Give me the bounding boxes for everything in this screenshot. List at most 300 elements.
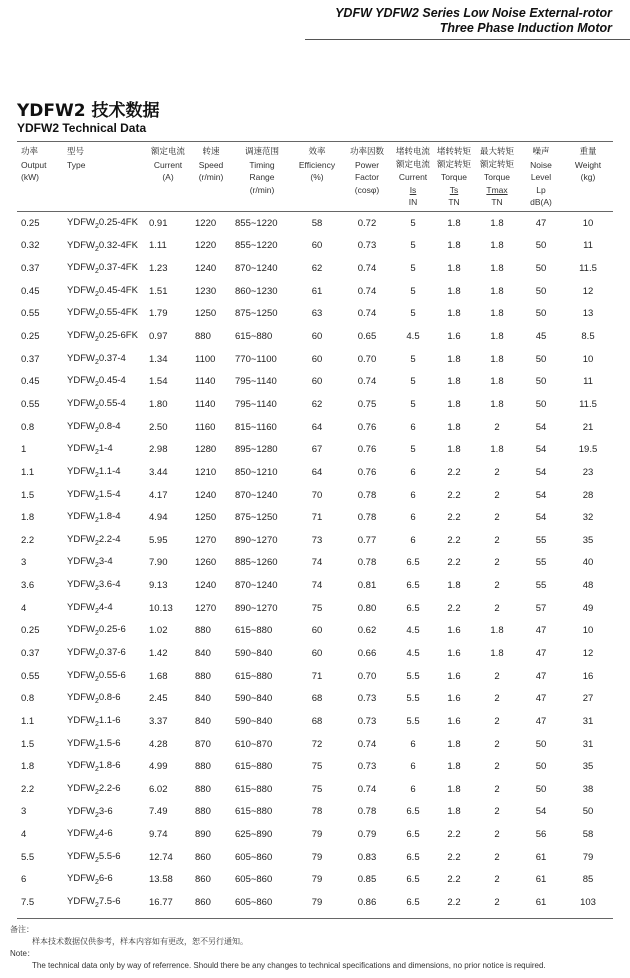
- table-cell: 68: [311, 715, 323, 727]
- column-header-en: Lp: [536, 184, 546, 195]
- table-cell: 4.5: [406, 647, 420, 659]
- table-cell: 47: [535, 715, 547, 727]
- table-cell: 74: [311, 580, 323, 592]
- table-cell: 60: [311, 240, 323, 252]
- table-cell: 49: [582, 602, 594, 614]
- column-header-en: (r/min): [198, 172, 224, 182]
- table-bottom-rule: [17, 918, 613, 919]
- table-cell: 54: [535, 466, 547, 478]
- table-cell: 840: [195, 715, 211, 727]
- table-row: [17, 597, 613, 620]
- table-cell: 23: [582, 466, 594, 478]
- table-cell: 74: [311, 557, 323, 569]
- column-header-en: Current: [398, 172, 428, 182]
- table-cell: 5: [410, 263, 416, 275]
- table-cell: 2: [494, 466, 500, 478]
- column-header-cn: 效率: [308, 147, 326, 157]
- table-cell: 0.55: [21, 398, 40, 410]
- table-cell: 590~840: [235, 693, 273, 705]
- table-cell: 0.76: [357, 466, 377, 478]
- table-cell: 1.1: [21, 715, 35, 727]
- table-cell: 61: [311, 285, 323, 297]
- column-header-en: Ts: [449, 184, 459, 195]
- table-cell: $YDFW_22.2-6$: [67, 782, 121, 796]
- table-cell: 5.5: [21, 851, 35, 863]
- table-cell: 0.25: [21, 217, 40, 229]
- table-cell: 61: [535, 851, 547, 863]
- table-cell: $YDFW_20.45-4$: [67, 375, 126, 389]
- table-cell: $YDFW_23-4$: [67, 556, 113, 570]
- table-cell: 2: [494, 829, 500, 841]
- table-cell: 63: [311, 308, 323, 320]
- table-cell: 0.66: [357, 647, 377, 659]
- table-cell: 50: [535, 263, 547, 275]
- table-cell: $YDFW_24-6$: [67, 828, 113, 842]
- table-cell: 1.8: [490, 240, 504, 252]
- table-cell: 6: [410, 466, 416, 478]
- table-cell: 1240: [195, 263, 217, 275]
- table-cell: 1.8: [447, 240, 461, 252]
- table-cell: 10: [582, 217, 594, 229]
- table-cell: 6.5: [406, 851, 420, 863]
- table-cell: 16.77: [149, 897, 173, 909]
- table-cell: 12: [582, 285, 594, 297]
- table-cell: 0.80: [357, 602, 377, 614]
- note-text-en: The technical data only by way of referrence. Should there be any changes to technical specifications and dimensions, no prior notice is required.: [32, 961, 546, 970]
- page-header: [335, 6, 612, 36]
- table-cell: 79: [311, 874, 323, 886]
- table-cell: 0.74: [357, 376, 377, 388]
- table-cell: 0.73: [357, 715, 377, 727]
- title-chinese: YDFW2 技术数据: [17, 101, 160, 121]
- table-row: [17, 642, 613, 665]
- table-cell: 78: [311, 806, 323, 818]
- table-cell: 56: [535, 829, 547, 841]
- table-cell: 2.2: [447, 851, 461, 863]
- column-header: [17, 144, 63, 212]
- table-cell: 2.2: [447, 512, 461, 524]
- table-cell: 0.76: [357, 444, 377, 456]
- table-cell: 6.5: [406, 829, 420, 841]
- column-header: [475, 144, 519, 212]
- table-cell: 615~880: [235, 625, 273, 637]
- table-cell: 58: [311, 217, 323, 229]
- table-row: [17, 529, 613, 552]
- table-cell: 1280: [195, 444, 217, 456]
- table-cell: 3: [21, 557, 27, 569]
- note-label-en: Note：: [10, 949, 35, 958]
- table-cell: 2: [494, 874, 500, 886]
- table-row: [17, 665, 613, 688]
- table-cell: 0.55: [21, 670, 40, 682]
- table-cell: 880: [195, 670, 211, 682]
- column-header-en: (%): [310, 172, 324, 182]
- table-cell: 770~1100: [235, 353, 277, 365]
- table-cell: 54: [535, 806, 547, 818]
- table-cell: 7.49: [149, 806, 168, 818]
- table-cell: 0.73: [357, 240, 377, 252]
- table-cell: 1.8: [447, 783, 461, 795]
- table-cell: 615~880: [235, 670, 273, 682]
- table-cell: 0.74: [357, 263, 377, 275]
- table-cell: 0.74: [357, 308, 377, 320]
- table-cell: 1240: [195, 489, 217, 501]
- table-cell: 625~890: [235, 829, 273, 841]
- table-cell: 815~1160: [235, 421, 277, 433]
- column-header: [341, 144, 393, 212]
- table-cell: 1.6: [447, 625, 461, 637]
- table-cell: 45: [535, 331, 547, 343]
- table-cell: 0.72: [357, 217, 377, 229]
- table-cell: 2: [494, 738, 500, 750]
- table-row: [17, 846, 613, 869]
- table-cell: 4.99: [149, 761, 168, 773]
- table-cell: 2: [494, 421, 500, 433]
- table-cell: 890: [195, 829, 211, 841]
- table-cell: $YDFW_20.37-4FK$: [67, 262, 138, 276]
- table-cell: 4: [21, 602, 27, 614]
- column-header-cn: 额定电流: [150, 147, 185, 157]
- column-header: [519, 144, 563, 212]
- table-cell: 13: [582, 308, 594, 320]
- table-cell: 0.91: [149, 217, 168, 229]
- table-cell: 60: [311, 647, 323, 659]
- table-cell: 9.13: [149, 580, 168, 592]
- table-cell: 795~1140: [235, 398, 277, 410]
- table-cell: $YDFW_21.8-6$: [67, 760, 121, 774]
- table-cell: 47: [535, 693, 547, 705]
- table-row: [17, 710, 613, 733]
- table-cell: 79: [311, 829, 323, 841]
- table-cell: 10: [582, 625, 594, 637]
- table-cell: 870: [195, 738, 211, 750]
- table-cell: 0.45: [21, 376, 40, 388]
- table-cell: 28: [582, 489, 594, 501]
- table-cell: 0.62: [357, 625, 377, 637]
- table-cell: 6: [410, 738, 416, 750]
- table-cell: 1260: [195, 557, 217, 569]
- table-cell: 31: [582, 738, 594, 750]
- table-cell: 64: [311, 421, 323, 433]
- table-cell: 11.5: [579, 263, 597, 275]
- table-cell: 5: [410, 376, 416, 388]
- table-cell: 880: [195, 783, 211, 795]
- table-cell: 27: [582, 693, 594, 705]
- table-cell: 35: [582, 761, 594, 773]
- table-cell: 895~1280: [235, 444, 278, 456]
- table-cell: 605~860: [235, 897, 273, 909]
- table-cell: 55: [535, 557, 547, 569]
- table-cell: 40: [582, 557, 594, 569]
- table-cell: 1240: [195, 580, 217, 592]
- table-cell: 795~1140: [235, 376, 277, 388]
- table-cell: 5: [410, 285, 416, 297]
- table-cell: $YDFW_20.37-4$: [67, 352, 126, 366]
- table-cell: 50: [535, 783, 547, 795]
- table-cell: 1210: [195, 466, 217, 478]
- column-header-cn: 重量: [579, 147, 597, 157]
- table-cell: 7.5: [21, 897, 35, 909]
- column-header-en: Output: [21, 159, 47, 170]
- table-cell: 2.2: [21, 783, 35, 795]
- table-cell: 0.25: [21, 331, 40, 343]
- table-cell: 1.8: [447, 376, 461, 388]
- table-cell: 6: [21, 874, 27, 886]
- table-cell: 6: [410, 512, 416, 524]
- table-cell: 6.5: [406, 557, 420, 569]
- table-cell: 16: [582, 670, 594, 682]
- table-row: [17, 778, 613, 801]
- table-cell: $YDFW_20.8-6$: [67, 692, 121, 706]
- table-cell: $YDFW_20.25-4FK$: [67, 216, 138, 230]
- column-header-cn: 堵转转矩: [436, 147, 471, 157]
- column-header: [393, 144, 433, 212]
- table-cell: 2: [494, 693, 500, 705]
- table-cell: $YDFW_20.55-6$: [67, 669, 126, 683]
- table-cell: $YDFW_21.5-4$: [67, 488, 121, 502]
- table-cell: 6.5: [406, 897, 420, 909]
- table-cell: 1.8: [490, 285, 504, 297]
- table-cell: 50: [535, 376, 547, 388]
- table-cell: 1.11: [149, 240, 167, 252]
- table-row: [17, 869, 613, 892]
- table-cell: 54: [535, 421, 547, 433]
- table-cell: 58: [582, 829, 594, 841]
- table-header: [17, 144, 613, 212]
- table-top-rule: [17, 141, 613, 142]
- column-header-en: Torque: [484, 172, 510, 182]
- table-cell: $YDFW_20.8-4$: [67, 420, 121, 434]
- table-cell: 1220: [195, 217, 217, 229]
- table-cell: 2.2: [447, 897, 461, 909]
- table-cell: 2: [494, 897, 500, 909]
- column-header-cn2: 额定转矩: [479, 159, 514, 170]
- column-header: [63, 144, 145, 212]
- table-cell: 1.34: [149, 353, 168, 365]
- table-cell: 79: [311, 897, 323, 909]
- table-cell: 71: [311, 512, 323, 524]
- table-cell: 1.8: [490, 376, 504, 388]
- table-cell: 1250: [195, 308, 217, 320]
- table-cell: 3.37: [149, 715, 168, 727]
- table-cell: 2.2: [21, 534, 35, 546]
- table-cell: $YDFW_20.32-4FK$: [67, 239, 138, 253]
- table-cell: 75: [311, 602, 323, 614]
- table-row: [17, 687, 613, 710]
- table-cell: 1.8: [447, 806, 461, 818]
- column-header-en: Efficiency: [298, 159, 336, 170]
- column-header-en: Noise: [530, 159, 552, 170]
- table-cell: 1.8: [447, 738, 461, 750]
- table-cell: 0.45: [21, 285, 40, 297]
- column-header-en: Is: [409, 184, 417, 195]
- column-header: [293, 144, 341, 212]
- table-cell: 10: [582, 353, 594, 365]
- column-header-cn: 型号: [67, 147, 85, 157]
- table-cell: 6: [410, 783, 416, 795]
- table-cell: 9.74: [149, 829, 168, 841]
- table-row: [17, 393, 613, 416]
- table-cell: 1.8: [21, 512, 35, 524]
- table-cell: 0.70: [357, 353, 377, 365]
- table-cell: 860: [195, 874, 211, 886]
- note-label-cn: 备注：: [10, 925, 34, 934]
- table-cell: 60: [311, 625, 323, 637]
- table-cell: 0.25: [21, 625, 40, 637]
- table-cell: 5.5: [406, 715, 420, 727]
- column-header-en: Timing: [249, 159, 275, 170]
- column-header-en: Power: [354, 159, 380, 170]
- column-header-en: Type: [67, 159, 86, 170]
- table-cell: 0.74: [357, 285, 377, 297]
- table-row: [17, 257, 613, 280]
- table-cell: 54: [535, 489, 547, 501]
- table-cell: 1.6: [447, 693, 461, 705]
- table-cell: 0.73: [357, 693, 377, 705]
- table-cell: 0.97: [149, 331, 168, 343]
- table-cell: 0.78: [357, 512, 377, 524]
- table-cell: 1140: [195, 398, 216, 410]
- table-cell: 1270: [195, 534, 217, 546]
- table-cell: 605~860: [235, 851, 273, 863]
- table-cell: 50: [535, 738, 547, 750]
- table-row: [17, 733, 613, 756]
- table-cell: 1.8: [447, 217, 461, 229]
- column-header-en: (kW): [21, 172, 39, 182]
- table-cell: 60: [311, 353, 323, 365]
- table-cell: 50: [535, 398, 547, 410]
- table-cell: 0.85: [357, 874, 377, 886]
- table-cell: 2.2: [447, 534, 461, 546]
- table-cell: 54: [535, 512, 547, 524]
- table-cell: 11: [583, 240, 593, 252]
- header-line-1: YDFW YDFW2 Series Low Noise External-rotor: [335, 6, 612, 20]
- table-cell: 6.5: [406, 806, 420, 818]
- table-cell: 5.5: [406, 670, 420, 682]
- table-cell: 6.02: [149, 783, 168, 795]
- table-cell: 590~840: [235, 647, 273, 659]
- table-cell: 1.8: [447, 263, 461, 275]
- table-cell: 1.8: [447, 761, 461, 773]
- table-cell: 55: [535, 534, 547, 546]
- table-cell: 0.73: [357, 761, 377, 773]
- table-cell: 4.28: [149, 738, 168, 750]
- table-cell: 50: [535, 353, 547, 365]
- table-cell: 0.78: [357, 806, 377, 818]
- table-cell: 11.5: [579, 398, 597, 410]
- table-cell: 2.2: [447, 829, 461, 841]
- table-cell: 4.17: [149, 489, 168, 501]
- table-cell: 6: [410, 534, 416, 546]
- table-cell: 860: [195, 851, 211, 863]
- table-cell: 840: [195, 693, 211, 705]
- table-cell: 7.90: [149, 557, 168, 569]
- table-cell: 2: [494, 580, 500, 592]
- table-cell: 61: [535, 897, 547, 909]
- column-header-en: Range: [249, 172, 275, 182]
- table-cell: 2.98: [149, 444, 168, 456]
- table-cell: 13.58: [149, 874, 173, 886]
- table-cell: 5: [410, 308, 416, 320]
- table-row: [17, 280, 613, 303]
- column-header-cn: 转速: [202, 147, 220, 157]
- column-header: [145, 144, 191, 212]
- table-row: [17, 484, 613, 507]
- table-cell: 4.5: [406, 625, 420, 637]
- table-cell: 3.44: [149, 466, 168, 478]
- table-cell: 5: [410, 444, 416, 456]
- table-row: [17, 212, 613, 235]
- column-header-en: Factor: [354, 172, 380, 182]
- table-cell: 19.5: [578, 444, 598, 456]
- table-cell: 1.02: [149, 625, 168, 637]
- table-cell: 0.78: [357, 489, 377, 501]
- table-cell: 880: [195, 331, 211, 343]
- table-cell: 1.42: [149, 647, 168, 659]
- table-row: [17, 506, 613, 529]
- table-body: [17, 212, 613, 914]
- table-cell: 5.95: [149, 534, 168, 546]
- table-cell: 1.8: [447, 421, 461, 433]
- table-cell: $YDFW_23-6$: [67, 805, 113, 819]
- table-cell: 890~1270: [235, 602, 278, 614]
- column-header-cn2: 额定转矩: [436, 159, 471, 170]
- table-cell: 47: [535, 647, 547, 659]
- table-cell: 0.75: [357, 398, 377, 410]
- column-header-en: (r/min): [249, 184, 275, 195]
- table-cell: 62: [311, 263, 323, 275]
- table-cell: 35: [582, 534, 594, 546]
- table-cell: 6.5: [406, 580, 420, 592]
- column-header-en: (cosφ): [354, 184, 380, 195]
- table-cell: 2: [494, 489, 500, 501]
- column-header: [231, 144, 293, 212]
- table-cell: 12: [582, 647, 594, 659]
- table-cell: 1250: [195, 512, 217, 524]
- table-cell: 615~880: [235, 331, 273, 343]
- table-cell: 1.8: [447, 285, 461, 297]
- table-cell: 890~1270: [235, 534, 278, 546]
- table-row: [17, 891, 613, 914]
- table-cell: 85: [582, 874, 594, 886]
- column-header-en: IN: [408, 197, 418, 207]
- table-cell: 605~860: [235, 874, 273, 886]
- table-row: [17, 348, 613, 371]
- table-row: [17, 620, 613, 643]
- table-cell: 62: [311, 398, 323, 410]
- table-cell: 2: [494, 851, 500, 863]
- table-cell: 2: [494, 557, 500, 569]
- table-cell: 67: [311, 444, 323, 456]
- table-cell: $YDFW_23.6-4$: [67, 579, 121, 593]
- table-cell: 615~880: [235, 783, 273, 795]
- table-cell: 4.5: [406, 331, 420, 343]
- column-header-en: TN: [448, 197, 460, 207]
- table-cell: 47: [535, 625, 547, 637]
- header-rule: [305, 39, 630, 40]
- table-cell: 75: [311, 783, 323, 795]
- table-cell: $YDFW_25.5-6$: [67, 850, 121, 864]
- table-cell: 3: [21, 806, 27, 818]
- table-cell: 0.77: [357, 534, 377, 546]
- table-cell: 1100: [195, 353, 216, 365]
- table-cell: 1.8: [490, 308, 504, 320]
- column-header-cn: 调速范围: [244, 147, 279, 157]
- table-cell: 47: [535, 217, 547, 229]
- notes: [10, 924, 546, 972]
- column-header: [191, 144, 231, 212]
- table-cell: 1.8: [490, 263, 504, 275]
